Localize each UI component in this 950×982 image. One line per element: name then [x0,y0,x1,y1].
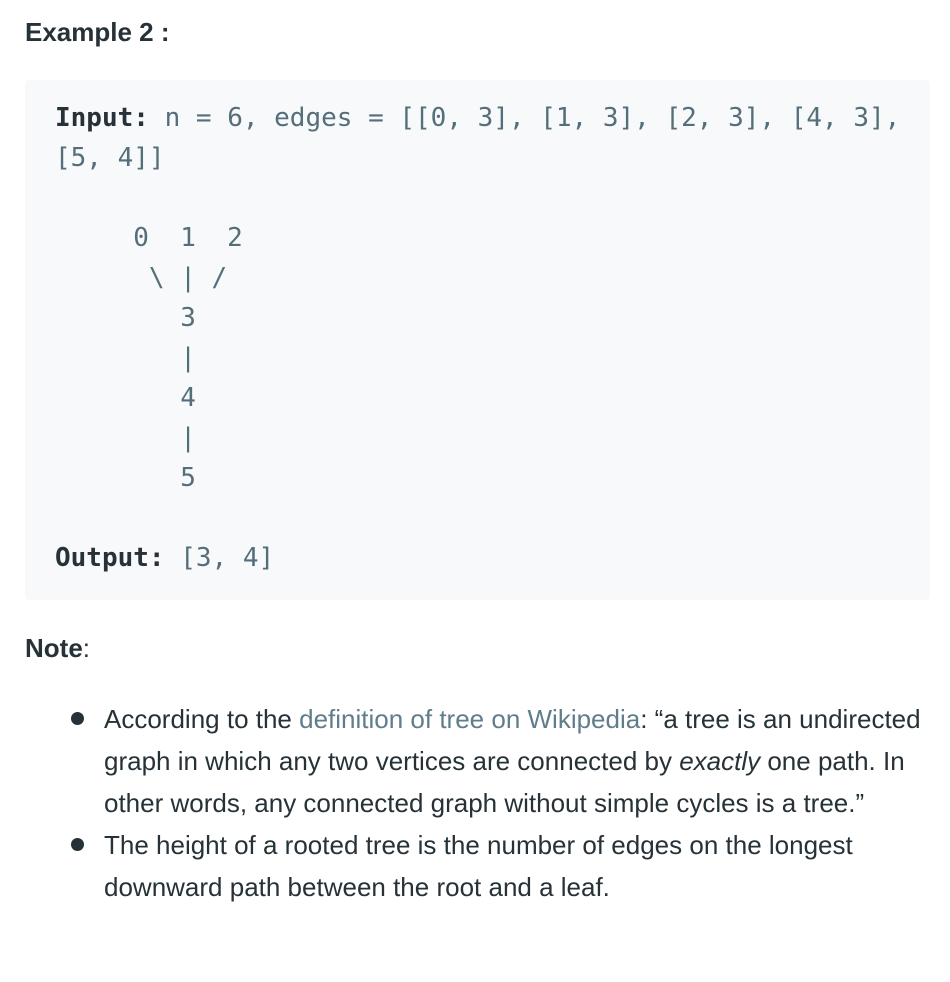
output-line [55,538,930,578]
tree-diagram-line: 3 [55,303,196,333]
list-item [66,824,926,908]
note-label: Note [25,633,83,663]
tree-diagram-line [55,498,930,538]
note-text: one path. In other words, any connected graph without simple cycles is a tree.” [104,746,905,818]
input-line-1 [55,98,930,138]
tree-diagram-line: | [55,343,196,373]
tree-diagram-line: | [55,423,196,453]
note-colon: : [82,633,91,663]
input-value: n = 6, edges = [[0, 3], [1, 3], [2, 3], [4, 3], [148,103,901,133]
output-label: Output: [55,543,165,573]
code-block [25,80,930,600]
note-text: The height of a rooted tree is the number of edges on the longest downward path between the root and a leaf. [104,830,853,902]
note-heading [25,630,90,666]
note-list [66,698,926,908]
note-emphasis: exactly [679,746,761,776]
output-value: [3, 4] [164,543,275,573]
note-text: According to the [104,704,300,734]
input-line-2: [5, 4]] [55,143,165,173]
tree-diagram-line: 5 [55,463,196,493]
note-text: : “a tree is an undirected graph in which any two vertices are connected by [104,704,921,776]
bullet-icon [71,712,84,725]
wikipedia-tree-link[interactable]: definition of tree on Wikipedia [299,704,641,734]
example-heading: Example 2 : [25,17,170,47]
tree-diagram-line: 4 [55,383,196,413]
tree-diagram-line [55,178,930,218]
input-label: Input: [55,103,149,133]
list-item [66,698,926,824]
tree-diagram-line: 0 1 2 [55,223,243,253]
tree-diagram-line: \ | / [55,263,228,293]
bullet-icon [71,838,84,851]
